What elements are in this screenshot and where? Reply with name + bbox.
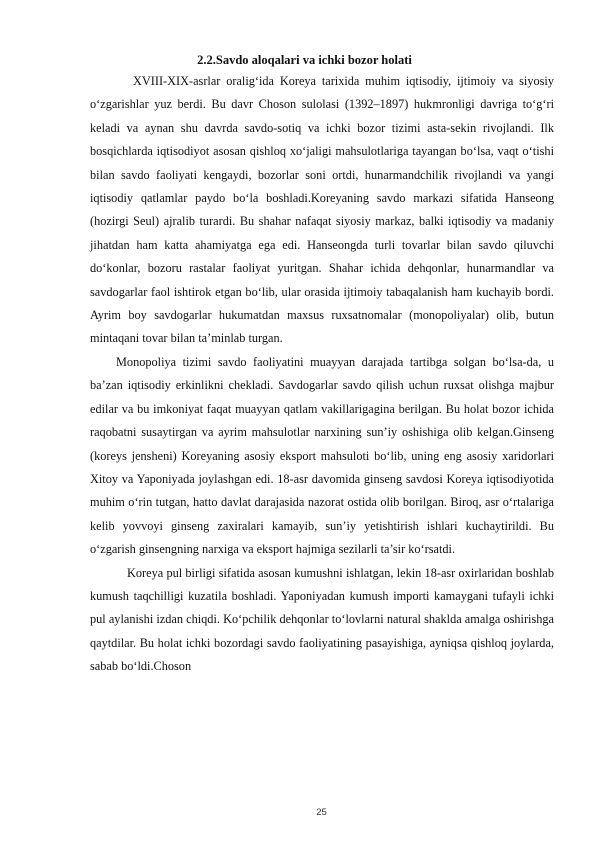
page-number: 25 bbox=[316, 807, 327, 818]
paragraph-text: Monopoliya tizimi savdo faoliyatini muayyan darajada tartibga solgan bo‘lsa-da, u ba’zan iqtisodiy erkinlikni chekladi. Savdogarlar savdo qilish uchun ruxsat olishga majbur edilar va bu imkoniyat faqat muayyan qatlam vakillarigagina berilgan. Bu holat bozor ichida raqobatni susaytirgan va ayrim mahsulotlar narxining sun’iy oshishiga olib kelgan.Ginseng (koreys jensheni) Koreyaning asosiy eksport mahsuloti bo‘lib, uning eng asosiy xaridorlari Xitoy va Yaponiyada joylashgan edi. 18-asr davomida ginseng savdosi Koreya iqtisodiyotida muhim o‘rin tutgan, hatto davlat darajasida nazorat ostida olib borilgan. Biroq, asr o‘rtalariga kelib yovvoyi ginseng zaxiralari kamayib, sun’iy yetishtirish ishlari kuchaytirildi. Bu o‘zgarish ginsengning narxiga va eksport hajmiga sezilarli ta’sir ko‘rsatdi. bbox=[90, 354, 554, 557]
paragraph bbox=[90, 70, 554, 562]
body-text bbox=[90, 70, 554, 679]
section-title: 2.2.Savdo aloqalari va ichki bozor holati bbox=[197, 53, 412, 67]
paragraph-text: Koreya pul birligi sifatida asosan kumushni ishlatgan, lekin 18-asr oxirlaridan boshlab kumush taqchilligi kuzatila boshladi. Yaponiyadan kumush importi kamaygani tufayli ichki pul aylanishi izdan chiqdi. Ko‘pchilik dehqonlar to‘lovlarni natural shaklda amalga oshirishga qaytdilar. Bu holat ichki bozordagi savdo faoliyatining pasayishiga, ayniqsa qishloq joylarda, sabab bo‘ldi.Choson bbox=[90, 565, 554, 674]
paragraph bbox=[90, 562, 554, 679]
paragraph-text: XVIII-XIX-asrlar oralig‘ida Koreya tarixida muhim iqtisodiy, ijtimoiy va siyosiy o‘zgarishlar yuz berdi. Bu davr Choson sulolasi (1392–1897) hukmronligi davriga to‘g‘ri keladi va aynan shu davrda savdo-sotiq va ichki bozor tizimi asta-sekin rivojlandi. Ilk bosqichlarda iqtisodiyot asosan qishloq xo‘jaligi mahsulotlariga tayangan bo‘lsa, vaqt o‘tishi bilan savdo faoliyati kengaydi, bozorlar soni ortdi, hunarmandchilik rivojlandi va yangi iqtisodiy qatlamlar paydo bo‘la boshladi.Koreyaning savdo markazi sifatida Hanseong (hozirgi Seul) ajralib turardi. Bu shahar nafaqat siyosiy markaz, balki iqtisodiy va madaniy jihatdan ham katta ahamiyatga ega edi. Hanseongda turli tovarlar bilan savdo qiluvchi do‘konlar, bozoru rastalar faoliyat yuritgan. Shahar ichida dehqonlar, hunarmandlar va savdogarlar faol ishtirok etgan bo‘lib, ular orasida ijtimoiy tabaqalanish ham kuchayib bordi. Ayrim boy savdogarlar hukumatdan maxsus ruxsatnomalar (monopoliyalar) olib, butun mintaqani tovar bilan ta’minlab turgan. bbox=[90, 74, 554, 346]
